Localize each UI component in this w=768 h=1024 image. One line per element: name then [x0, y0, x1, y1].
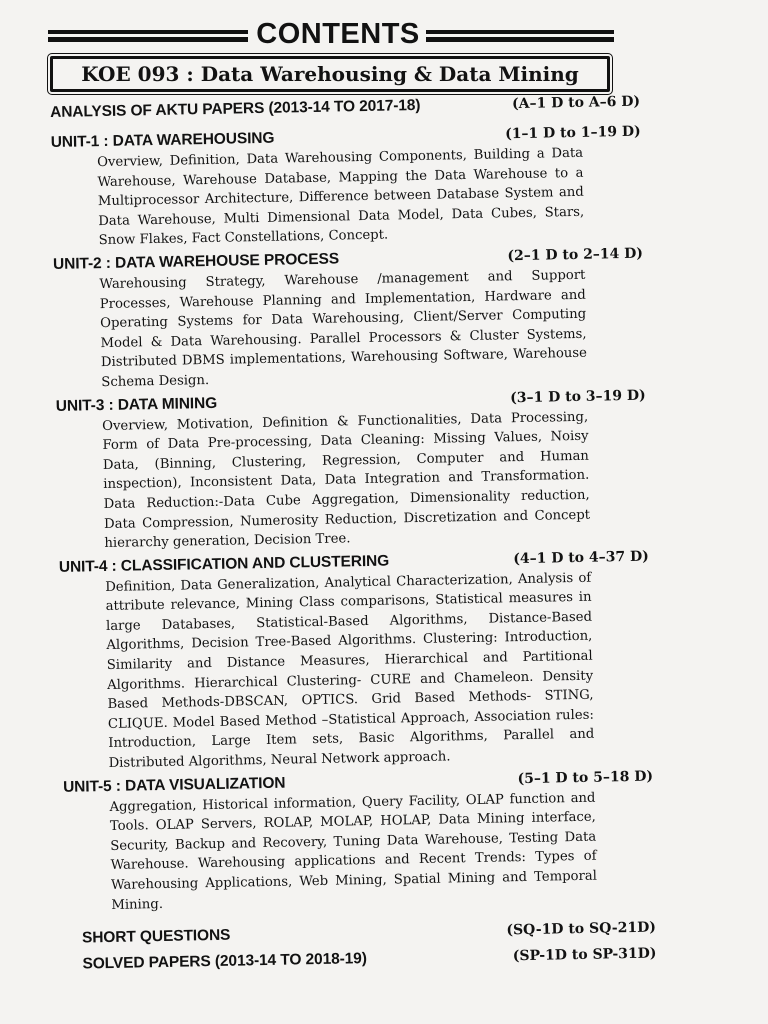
solved-papers-range: (SP-1D to SP-31D): [512, 945, 657, 965]
unit-title: UNIT-1 : DATA WAREHOUSING: [50, 129, 275, 151]
unit-4-entry: [59, 547, 653, 774]
solved-papers-entry: [82, 945, 656, 974]
analysis-range: (A–1 D to A–6 D): [511, 93, 641, 113]
unit-1-entry: [51, 123, 643, 252]
unit-page-range: (3–1 D to 3–19 D): [510, 387, 646, 406]
unit-title: UNIT-2 : DATA WAREHOUSE PROCESS: [52, 250, 340, 273]
header-rule-left: [48, 30, 248, 42]
analysis-label: ANALYSIS OF AKTU PAPERS (2013-14 TO 2017-18): [50, 96, 421, 121]
unit-page-range: (2–1 D to 2–14 D): [507, 245, 644, 265]
contents-list: [50, 93, 657, 982]
unit-topics: Overview, Definition, Data Warehousing Components, Building a Data Warehouse, Warehouse Database, Mapping the Data Warehouse to a Multiprocessor Architecture, Difference between Database System and Data Warehouse, Multi Dimensional Data Model, Data Cubes, Stars, Snow Flakes, Fact Constellations, Concept.: [96, 145, 585, 249]
unit-page-range: (5–1 D to 5–18 D): [517, 768, 654, 787]
unit-topics: Overview, Motivation, Definition & Functionalities, Data Processing, Form of Data Pre-processing, Data Cleaning: Missing Values, Noisy Data, (Binning, Clustering, Regression, Computer and Human inspection), Inconsistent Data, Data Integration and Transformation. Data Reduction:-Data Cube Aggregation, Dimensionality reduction, Data Compression, Numerosity Reduction, Discretization and Concept hierarchy generation, Decision Tree.: [102, 409, 591, 552]
short-questions-label: SHORT QUESTIONS: [81, 926, 231, 947]
analysis-entry: [50, 93, 640, 122]
subject-title: KOE 093 : Data Warehousing & Data Mining: [50, 56, 610, 92]
unit-topics: Definition, Data Generalization, Analytical Characterization, Analysis of attribute relevance, Mining Class comparisons, Statistical measures in large Databases, Statistical-Based Algorithms, Distance-Based Algorithms, Decision Tree-Based Algorithms. Clustering: Introduction, Similarity and Distance Measures, Hierarchical and Partitional Algorithms. Hierarchical Clustering- CURE and Chameleon. Density Based Methods-DBSCAN, OPTICS. Grid Based Methods- STING, CLIQUE. Model Based Method –Statistical Approach, Association rules: Introduction, Large Item sets, Basic Algorithms, Parallel and Distributed Algorithms, Neural Network approach.: [105, 570, 595, 772]
unit-page-range: (1–1 D to 1–19 D): [504, 123, 641, 143]
unit-topics: Aggregation, Historical information, Query Facility, OLAP function and Tools. OLAP Servers, ROLAP, MOLAP, HOLAP, Data Mining interface, Security, Backup and Recovery, Tuning Data Warehouse, Testing Data Warehouse. Warehousing applications and Recent Trends: Types of Warehousing Applications, Web Mining, Spatial Mining and Temporal Mining.: [109, 790, 598, 913]
unit-title: UNIT-3 : DATA MINING: [55, 394, 218, 415]
header-rule-right: [426, 30, 614, 42]
unit-5-entry: [63, 767, 656, 916]
unit-title: UNIT-4 : CLASSIFICATION AND CLUSTERING: [58, 552, 390, 576]
unit-3-entry: [56, 386, 649, 554]
unit-title: UNIT-5 : DATA VISUALIZATION: [62, 774, 286, 796]
unit-page-range: (4–1 D to 4–37 D): [513, 548, 649, 567]
unit-2-entry: [53, 245, 646, 394]
short-questions-entry: [82, 919, 656, 948]
unit-topics: Warehousing Strategy, Warehouse /management and Support Processes, Warehouse Planning and Implementation, Hardware and Operating Systems for Data Warehousing, Client/Server Computing Model & Data Warehousing. Parallel Processors & Cluster Systems, Distributed DBMS implementations, Warehousing Software, Warehouse Schema Design.: [99, 267, 588, 391]
short-questions-range: (SQ-1D to SQ-21D): [506, 919, 657, 939]
contents-header: [48, 18, 614, 52]
solved-papers-label: SOLVED PAPERS (2013-14 TO 2018-19): [82, 950, 367, 973]
page-title: CONTENTS: [256, 18, 420, 50]
appendix-entries: [82, 919, 657, 974]
